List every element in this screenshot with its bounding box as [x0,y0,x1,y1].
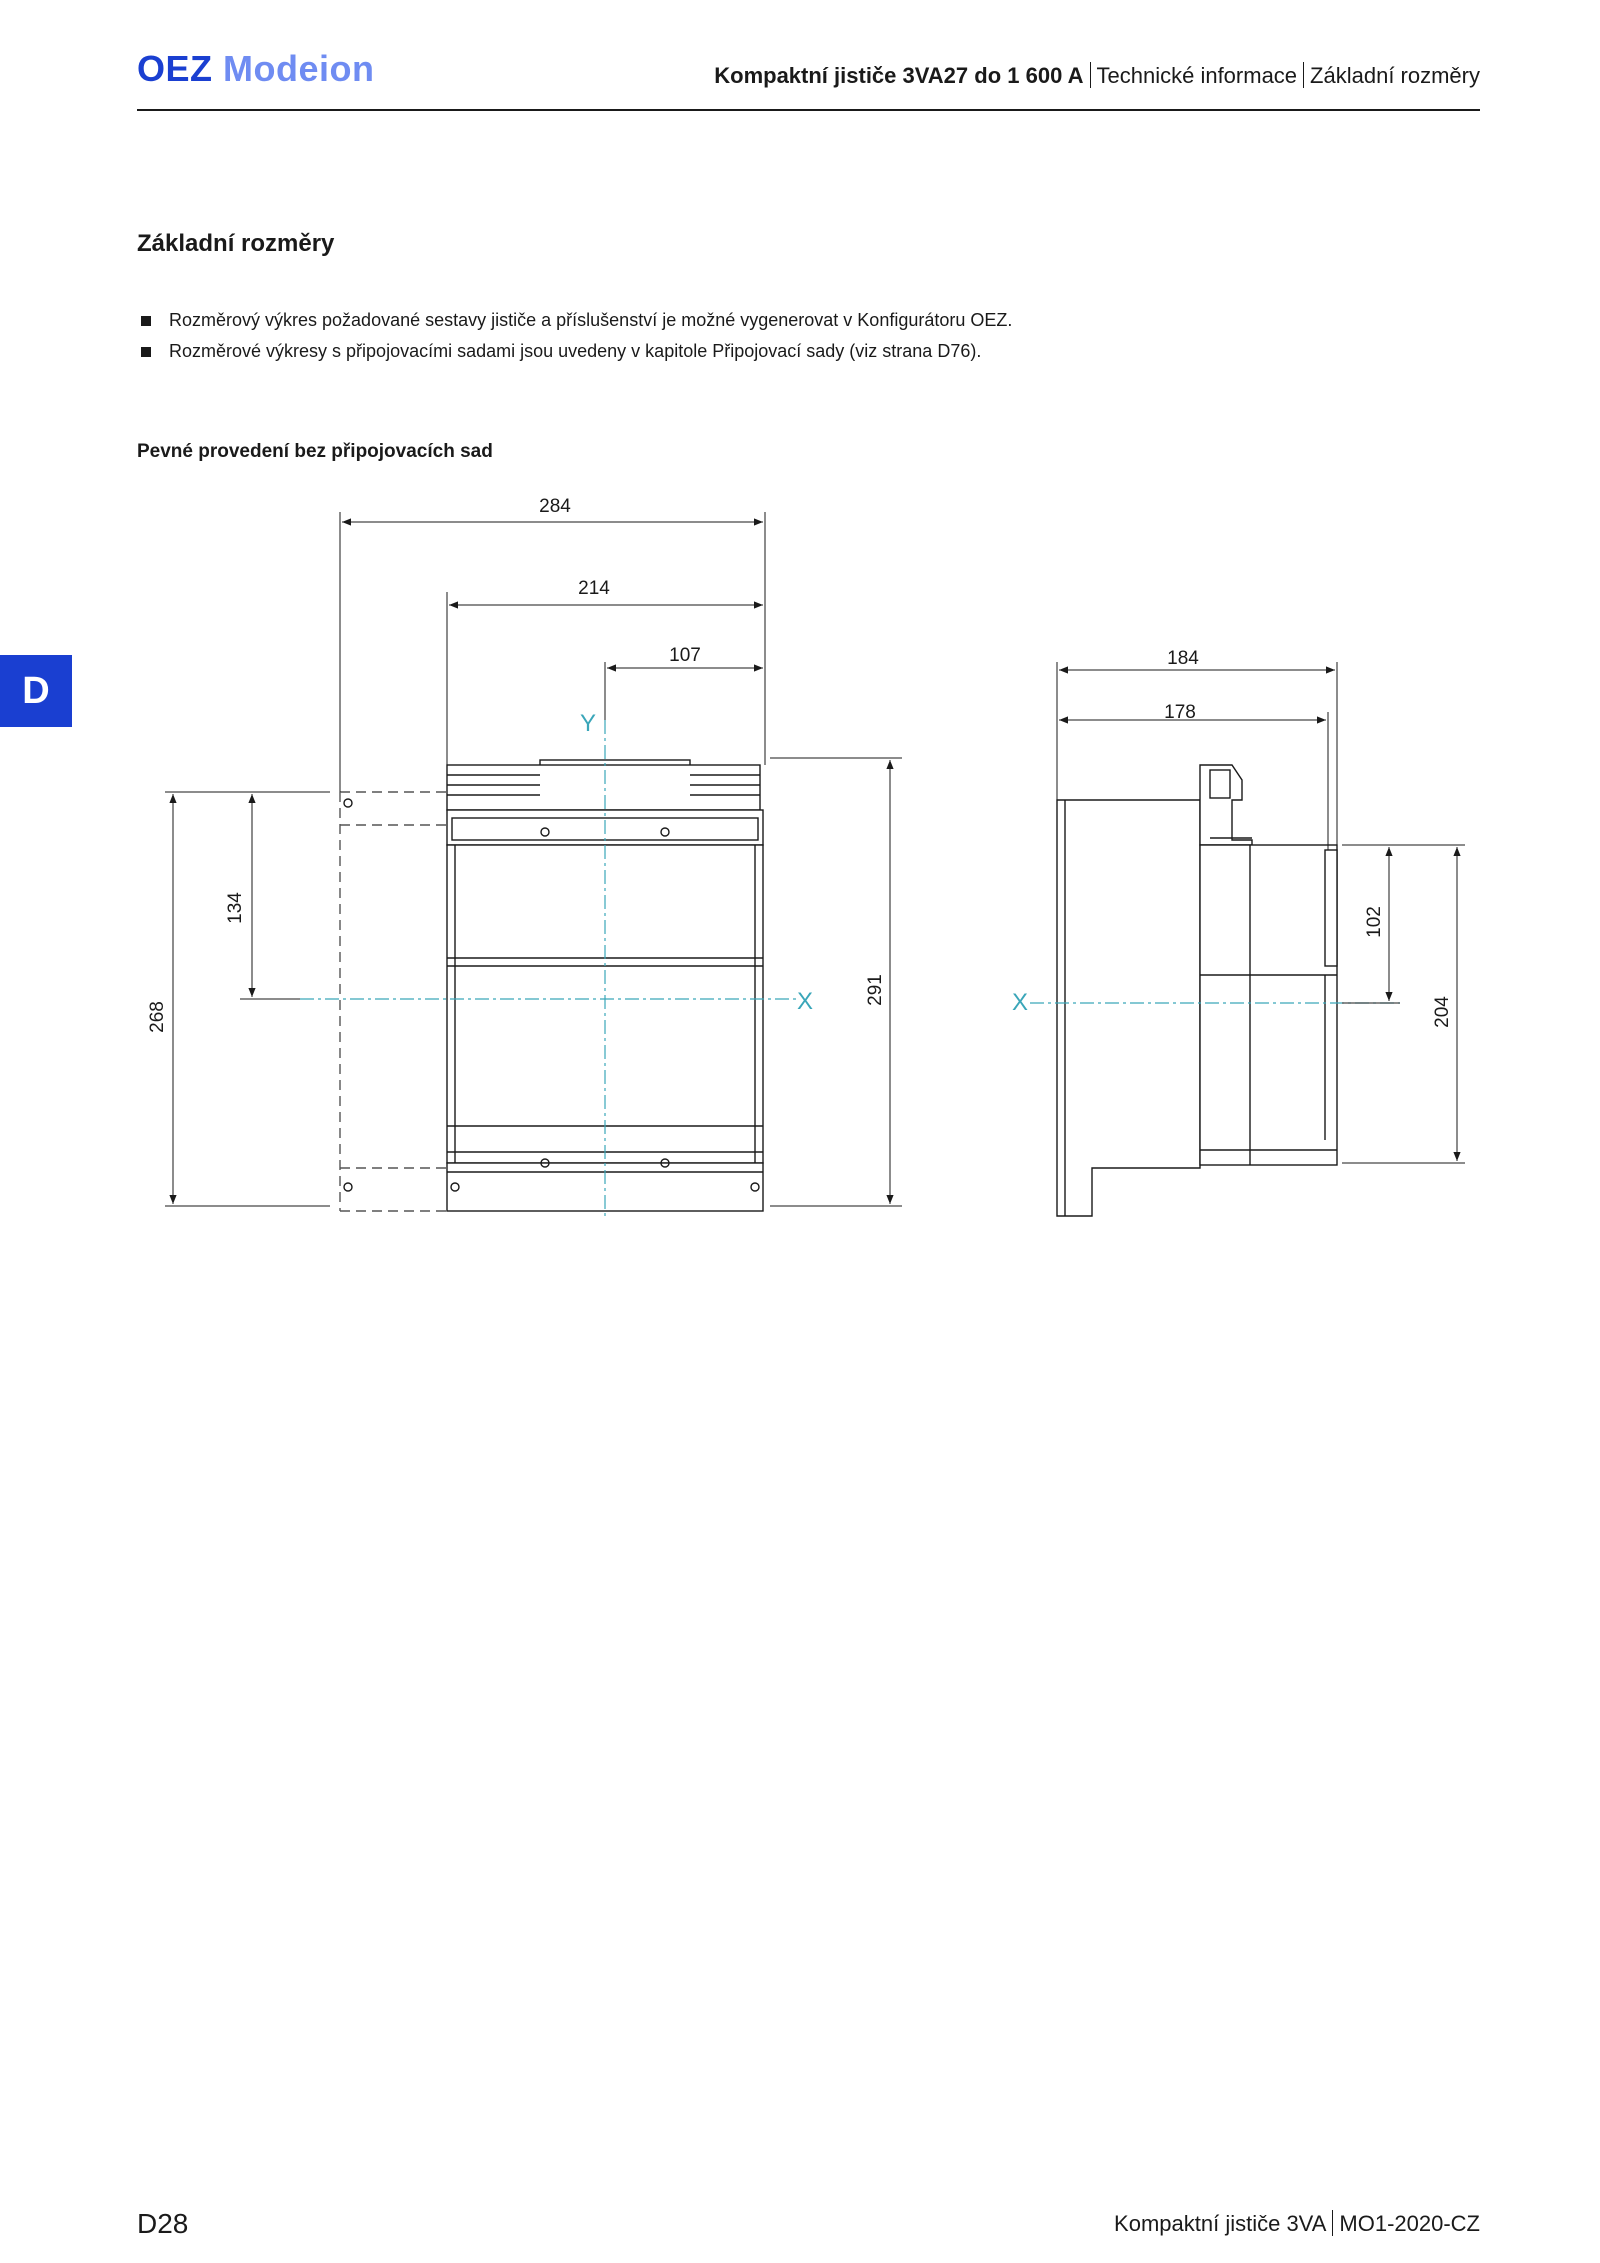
bullet-list [137,305,1012,367]
drawing-subtitle: Pevné provedení bez připojovacích sad [137,441,493,462]
side-view [1057,765,1337,1216]
brand-logo-part2: Modeion [223,48,375,89]
breadcrumb-item-product: Kompaktní jističe 3VA27 do 1 600 A [714,63,1084,88]
axis-y-label: Y [580,710,597,737]
dim-depth-body: 178 [1164,702,1196,723]
dim-side-height-total: 204 [1432,996,1453,1028]
page-number: D28 [137,2208,189,2239]
side-axis-x-label: X [1012,989,1029,1016]
section-title: Základní rozměry [137,230,335,257]
dim-width-total: 284 [539,496,571,517]
axis-x-label: X [797,988,814,1015]
document-reference [1114,2210,1480,2237]
dimension-drawing [0,480,1600,1240]
brand-logo-part1: OEZ [137,48,213,89]
dim-width-body: 214 [578,578,610,599]
chapter-tab: D [0,655,72,727]
brand-logo [137,48,375,90]
doc-ref-code: MO1-2020-CZ [1339,2211,1480,2236]
dim-height-left: 268 [147,1001,168,1033]
doc-ref-separator [1332,2210,1333,2236]
header-divider [137,109,1480,111]
doc-ref-title: Kompaktní jističe 3VA [1114,2211,1327,2236]
bullet-item: Rozměrové výkresy s připojovacími sadami jsou uvedeny v kapitole Připojovací sady (viz strana D76). [137,336,1012,367]
dim-height-total: 291 [865,974,886,1006]
dim-side-height-axis: 102 [1364,906,1385,938]
front-view [340,760,763,1211]
dim-half-width: 107 [669,645,701,666]
breadcrumb [714,62,1480,89]
breadcrumb-item-page: Základní rozměry [1310,63,1480,88]
bullet-item: Rozměrový výkres požadované sestavy jističe a příslušenství je možné vygenerovat v Konfigurátoru OEZ. [137,305,1012,336]
breadcrumb-item-section: Technické informace [1096,63,1298,88]
breadcrumb-separator [1090,62,1091,88]
dim-height-axis: 134 [225,892,246,924]
dim-depth-total: 184 [1167,648,1199,669]
breadcrumb-separator [1303,62,1304,88]
